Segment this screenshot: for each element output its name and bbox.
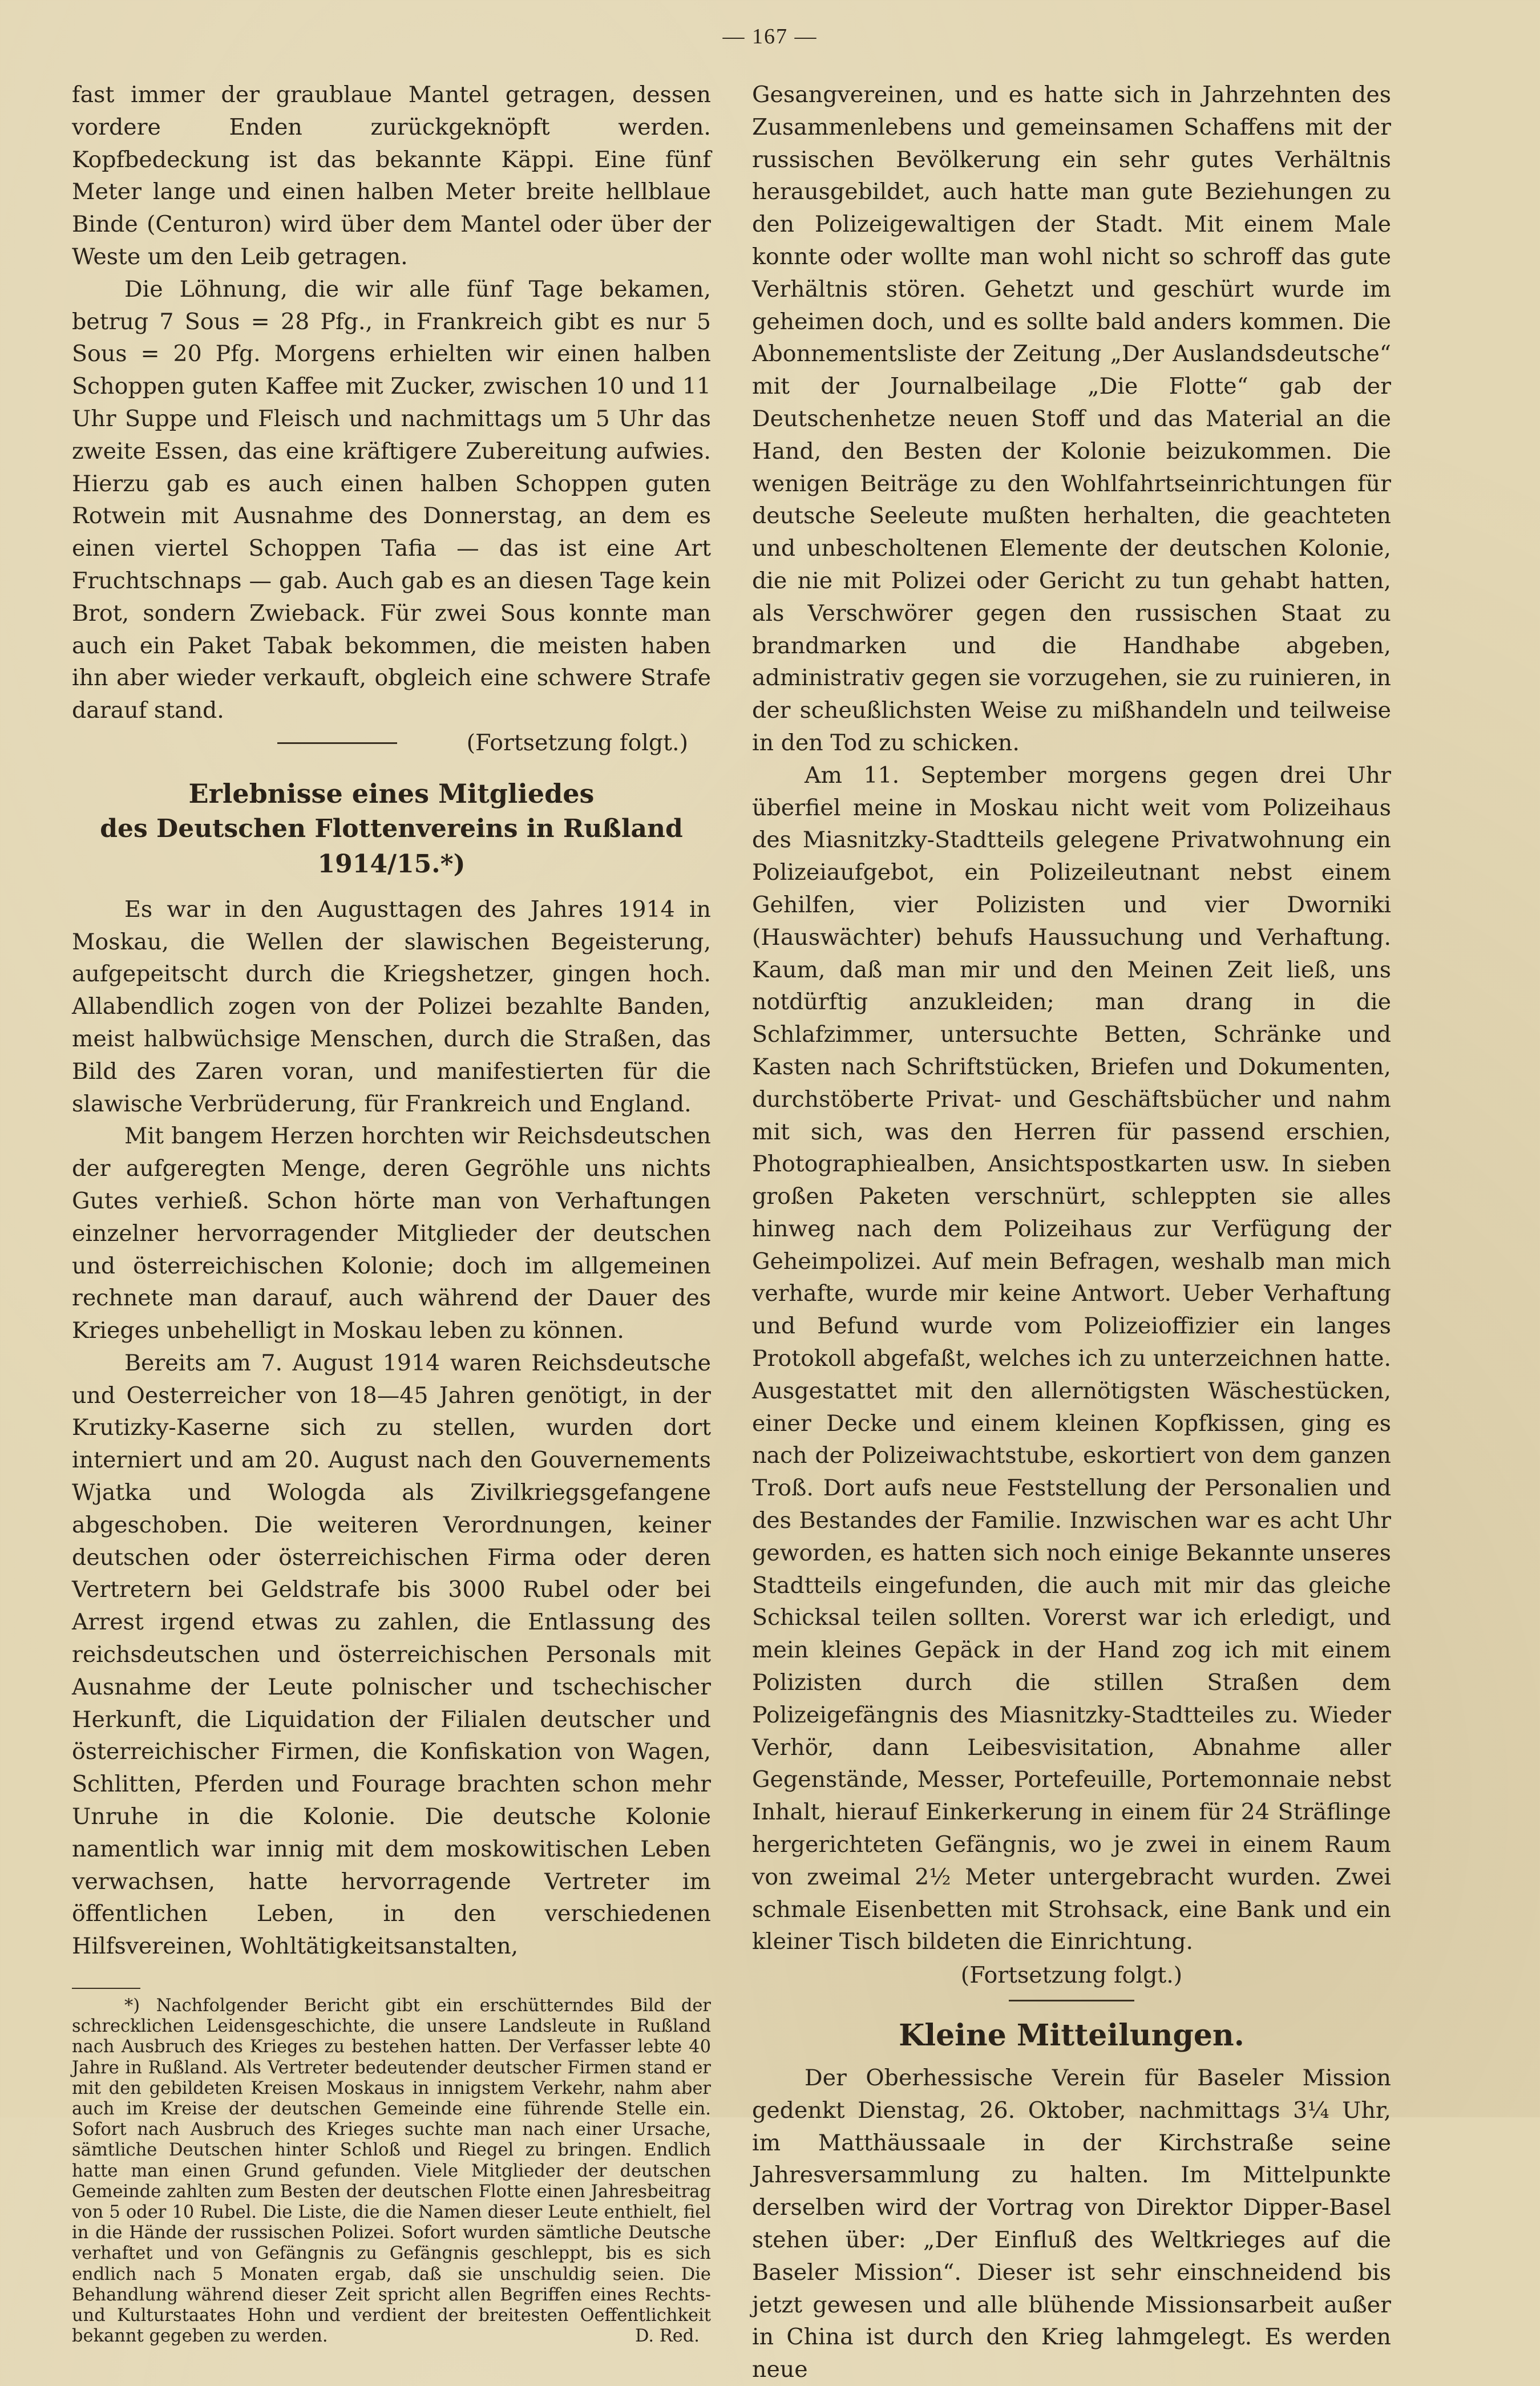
paragraph: Mit bangem Herzen horchten wir Reichsdeutschen der aufgeregten Menge, deren Gegröhle uns nichts Gutes verhieß. Schon hörte man von Verhaftungen einzelner hervorragender Mitglieder der deutschen und österreichischen Kolonie; doch im allgemeinen rechnete man darauf, auch während der Dauer des Krieges unbehelligt in Moskau leben zu können. [72,1123,711,1344]
footnote-divider [72,1988,140,1989]
paragraph: Die Löhnung, die wir alle fünf Tage bekamen, betrug 7 Sous = 28 Pfg., in Frankreich gibt es nur 5 Sous = 20 Pfg. Morgens erhielten wir einen halben Schoppen guten Kaffee mit Zucker, zwischen 10 und 11 Uhr Suppe und Fleisch und nachmittags um 5 Uhr das zweite Essen, das eine kräftigere Zubereitung aufwies. Hierzu gab es auch einen halben Schoppen guten Rotwein mit Ausnahme des Donnerstag, an dem es einen viertel Schoppen Tafia — das ist eine Art Fruchtschnaps — gab. Auch gab es an diesen Tage kein Brot, sondern Zwieback. Für zwei Sous konnte man auch ein Paket Tabak bekommen, die meisten haben ihn aber wieder verkauft, obgleich eine schwere Strafe darauf stand. [72,276,711,724]
right-column [752,79,1391,2386]
article-title-line: Erlebnisse eines Mitgliedes [188,778,595,809]
article-title-line: des Deutschen Flottenvereins in Rußland 1914/15.*) [100,814,683,879]
paragraph: Gesangvereinen, und es hatte sich in Jahrzehnten des Zusammenlebens und gemeinsamen Schaffens mit der russischen Bevölkerung ein sehr gutes Verhältnis herausgebildet, auch hatte man gute Beziehungen zu den Polizeigewaltigen der Stadt. Mit einem Male konnte oder wollte man wohl nicht so schroff das gute Verhältnis stören. Gehetzt und geschürt wurde im geheimen doch, und es sollte bald anders kommen. Die Abonnementsliste der Zeitung „Der Auslandsdeutsche“ mit der Journalbeilage „Die Flotte“ gab der Deutschenhetze neuen Stoff und das Material an die Hand, den Besten der Kolonie beizukommen. Die wenigen Beiträge zu den Wohlfahrtseinrichtungen für deutsche Seeleute mußten herhalten, die geachteten und unbescholtenen Elemente der deutschen Kolonie, die nie mit Polizei oder Gericht zu tun gehabt hatten, als Verschwörer gegen den russischen Staat zu brandmarken und die Handhabe abgeben, administrativ gegen sie vorzugehen, sie zu ruinieren, in der scheußlichsten Weise zu mißhandeln und teilweise in den Tod zu schicken. [752,82,1391,756]
left-column [72,79,711,2347]
paragraph: Am 11. September morgens gegen drei Uhr überfiel meine in Moskau nicht weit vom Polizeihaus des Miasnitzky-Stadtteils gelegene Privatwohnung ein Polizeiaufgebot, ein Polizeileutnant nebst einem Gehilfen, vier Polizisten und vier Dworniki (Hauswächter) behufs Haussuchung und Verhaftung. Kaum, daß man mir und den Meinen Zeit ließ, uns notdürftig anzukleiden; man drang in die Schlafzimmer, untersuchte Betten, Schränke und Kasten nach Schriftstücken, Briefen und Dokumenten, durchstöberte Privat- und Geschäftsbücher und nahm mit sich, was den Herren für passend erschien, Photographiealben, Ansichtspostkarten usw. In sieben großen Paketen verschnürt, schleppten sie alles hinweg nach dem Polizeihaus zur Verfügung der Geheimpolizei. Auf mein Befragen, weshalb man mich verhafte, wurde mir keine Antwort. Ueber Verhaftung und Befund wurde vom Polizeioffizier ein langes Protokoll abgefaßt, welches ich zu unterzeichnen hatte. Ausgestattet mit den allernötigsten Wäschestücken, einer Decke und einem kleinen Kopfkissen, ging es nach der Polizeiwachtstube, eskortiert von dem ganzen Troß. Dort aufs neue Feststellung der Personalien und des Bestandes der Familie. Inzwischen war es acht Uhr geworden, es hatten sich noch einige Bekannte unseres Stadtteils eingefunden, die auch mit mir das gleiche Schicksal teilen sollten. Vorerst war ich erledigt, und mein kleines Gepäck in der Hand zog ich mit einem Polizisten durch die stillen Straßen dem Polizeigefängnis des Miasnitzky-Stadtteiles zu. Wieder Verhör, dann Leibesvisitation, Abnahme aller Gegenstände, Messer, Portefeuille, Portemonnaie nebst Inhalt, hierauf Einkerkerung in einem für 24 Sträflinge hergerichteten Gefängnis, wo je zwei in einem Raum von zweimal 2½ Meter untergebracht wurden. Zwei schmale Eisenbetten mit Strohsack, eine Bank und ein kleiner Tisch bildeten die Einrichtung. [752,762,1391,1955]
paragraph: Der Oberhessische Verein für Baseler Mission gedenkt Dienstag, 26. Oktober, nachmittags 3¼ Uhr, im Matthäussaale in der Kirchstraße seine Jahresversammlung zu halten. Im Mittelpunkte derselben wird der Vortrag von Direktor Dipper-Basel stehen über: „Der Einfluß des Weltkrieges auf die Baseler Mission“. Dieser ist sehr einschneidend bis jetzt gewesen und alle blühende Missionsarbeit außer in China ist durch den Krieg lahmgelegt. Es werden neue [752,2065,1391,2383]
editor-signature: D. Red. [635,2326,700,2347]
article-title [72,776,711,882]
continued-note: (Fortsetzung folgt.) [960,1962,1183,1989]
paragraph: fast immer der graublaue Mantel getragen, dessen vordere Enden zurückgeknöpft werden. Kopfbedeckung ist das bekannte Käppi. Eine fünf Meter lange und einen halben Meter breite hellblaue Binde (Centuron) wird über dem Mantel oder über der Weste um den Leib getragen. [72,82,711,270]
footnote-text: *) Nachfolgender Bericht gibt ein erschütterndes Bild der schrecklichen Leidensgeschichte, die unsere Landsleute in Rußland nach Ausbruch des Krieges zu bestehen hatten. Der Verfasser lebte 40 Jahre in Rußland. Als Vertreter bedeutender deutscher Firmen stand er mit den gebildeten Kreisen Moskaus in innigstem Verkehr, nahm aber auch im Kreise der deutschen Gemeinde eine führende Stelle ein. Sofort nach Ausbruch des Krieges suchte man nach einer Ursache, sämtliche Deutschen hinter Schloß und Riegel zu bringen. Endlich hatte man einen Grund gefunden. Viele Mitglieder der deutschen Gemeinde zahlten zum Besten der deutschen Flotte einen Jahresbeitrag von 5 oder 10 Rubel. Die Liste, die die Namen dieser Leute enthielt, fiel in die Hände der russischen Polizei. Sofort wurden sämtliche Deutsche verhaftet und von Gefängnis zu Gefängnis geschleppt, bis es sich endlich nach 5 Monaten ergab, daß sie unschuldig seien. Die Behandlung während dieser Zeit spricht allen Begriffen eines Rechts- und Kulturstaates Hohn und verdient der breitesten Oeffentlichkeit bekannt gegeben zu werden. [72,1996,711,2347]
continued-note: (Fortsetzung folgt.) [466,729,688,756]
divider [1009,2000,1134,2001]
page-number: — 167 — [722,25,818,48]
footnote [72,1996,711,2347]
section-title: Kleine Mitteilungen. [899,2018,1244,2053]
paragraph: Es war in den Augusttagen des Jahres 1914 in Moskau, die Wellen der slawischen Begeisterung, aufgepeitscht durch die Kriegshetzer, gingen hoch. Allabendlich zogen von der Polizei bezahlte Banden, meist halbwüchsige Menschen, durch die Straßen, das Bild des Zaren voran, und manifestierten für die slawische Verbrüderung, für Frankreich und England. [72,896,711,1117]
divider [277,742,397,744]
paragraph: Bereits am 7. August 1914 waren Reichsdeutsche und Oesterreicher von 18—45 Jahren genötigt, in der Krutizky-Kaserne sich zu stellen, wurden dort interniert und am 20. August nach den Gouvernements Wjatka und Wologda als Zivilkriegsgefangene abgeschoben. Die weiteren Verordnungen, keiner deutschen oder österreichischen Firma oder deren Vertretern bei Geldstrafe bis 3000 Rubel oder bei Arrest irgend etwas zu zahlen, die Entlassung des reichsdeutschen und österreichischen Personals mit Ausnahme der Leute polnischer und tschechischer Herkunft, die Liquidation der Filialen deutscher und österreichischer Firmen, die Konfiskation von Wagen, Schlitten, Pferden und Fourage brachten schon mehr Unruhe in die Kolonie. Die deutsche Kolonie namentlich war innig mit dem moskowitischen Leben verwachsen, hatte hervorragende Vertreter im öffentlichen Leben, in den verschiedenen Hilfsvereinen, Wohltätigkeitsanstalten, [72,1349,711,1960]
